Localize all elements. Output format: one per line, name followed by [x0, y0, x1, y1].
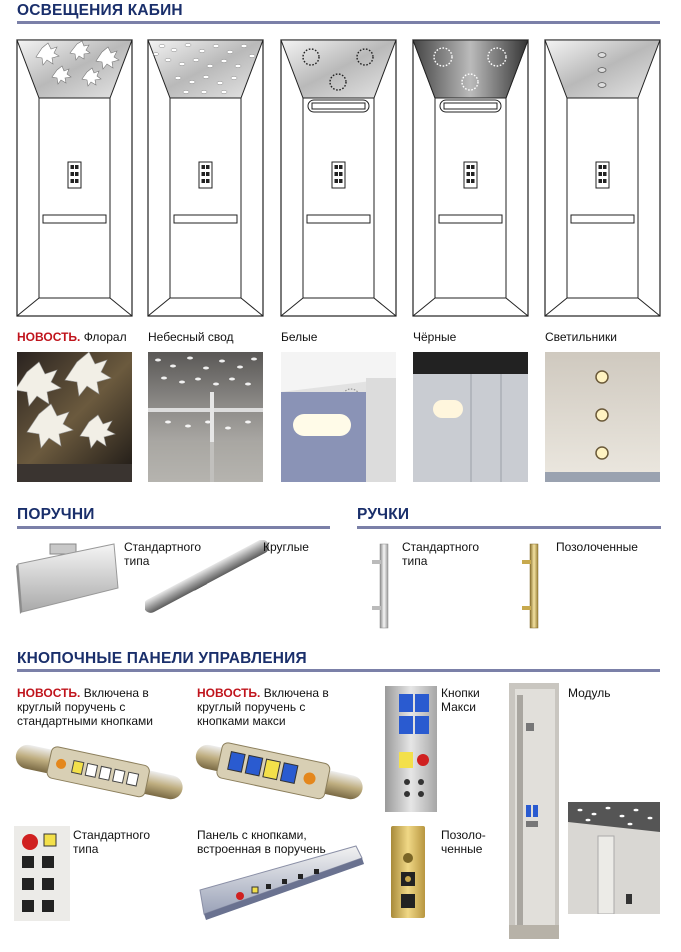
section-title-handles: РУЧКИ	[357, 506, 410, 523]
handrail-standard-label: Стандартного типа	[124, 540, 201, 568]
section-title-panels: КНОПОЧНЫЕ ПАНЕЛИ УПРАВЛЕНИЯ	[17, 650, 307, 667]
cabin-label-white: Белые	[281, 330, 318, 344]
new-tag: НОВОСТЬ.	[17, 686, 81, 700]
cabin-label-text: Флорал	[83, 330, 127, 344]
handle-gilded-image	[520, 540, 544, 630]
handrail-standard-image	[14, 538, 124, 618]
photo-white	[281, 352, 396, 482]
panel-integrated-label: Панель с кнопками, встроенная в поручень	[197, 828, 326, 856]
new-tag: НОВОСТЬ.	[17, 330, 81, 344]
section-rule	[17, 21, 660, 24]
cabin-floral-drawing	[17, 40, 132, 316]
section-title-handrails: ПОРУЧНИ	[17, 506, 95, 523]
panel-module-image	[509, 683, 559, 939]
panel-maxi-in-rail-image	[194, 738, 364, 808]
panel-maxi-buttons-image	[385, 686, 437, 812]
handrail-round-image	[145, 540, 275, 620]
panel-std-in-rail-text: Включена в круглый поручень с стандартными кнопками	[17, 686, 153, 728]
panel-maxi-in-rail-label	[197, 686, 347, 728]
panel-maxi-in-rail-text: Включена в круглый поручень с кнопками макси	[197, 686, 329, 728]
section-rule	[17, 526, 330, 529]
cabin-spotlights-drawing	[545, 40, 660, 316]
cabin-black-drawing	[413, 40, 528, 316]
cabin-label-black: Чёрные	[413, 330, 457, 344]
cabin-label-floral	[17, 330, 127, 344]
photo-spotlights	[545, 352, 660, 482]
panel-standard-label: Стандартного типа	[73, 828, 150, 856]
photo-floral	[17, 352, 132, 482]
cabin-white-drawing	[281, 40, 396, 316]
section-rule	[357, 526, 661, 529]
panel-gilded-label: Позоло-ченные	[441, 828, 486, 856]
handle-gilded-label: Позолоченные	[556, 540, 638, 554]
panel-module-detail-image	[568, 802, 660, 914]
handle-standard-label: Стандартного типа	[402, 540, 479, 568]
panel-standard-image	[14, 826, 70, 921]
cabin-label-sky: Небесный свод	[148, 330, 234, 344]
panel-module-label: Модуль	[568, 686, 611, 700]
section-title-lighting: ОСВЕЩЕНИЯ КАБИН	[17, 2, 183, 19]
cabin-sky-drawing	[148, 40, 263, 316]
panel-gilded-image	[391, 826, 425, 918]
cabin-label-spotlights: Светильники	[545, 330, 617, 344]
new-tag: НОВОСТЬ.	[197, 686, 261, 700]
photo-black	[413, 352, 528, 482]
panel-std-in-rail-image	[14, 738, 184, 808]
panel-maxi-buttons-label: Кнопки Макси	[441, 686, 480, 714]
panel-std-in-rail-label	[17, 686, 177, 728]
section-rule	[17, 669, 660, 672]
cabin-drawings	[0, 30, 681, 360]
handle-standard-image	[370, 540, 394, 630]
photo-sky	[148, 352, 263, 482]
handrail-round-label: Круглые	[263, 540, 309, 554]
panel-integrated-image	[196, 840, 366, 920]
